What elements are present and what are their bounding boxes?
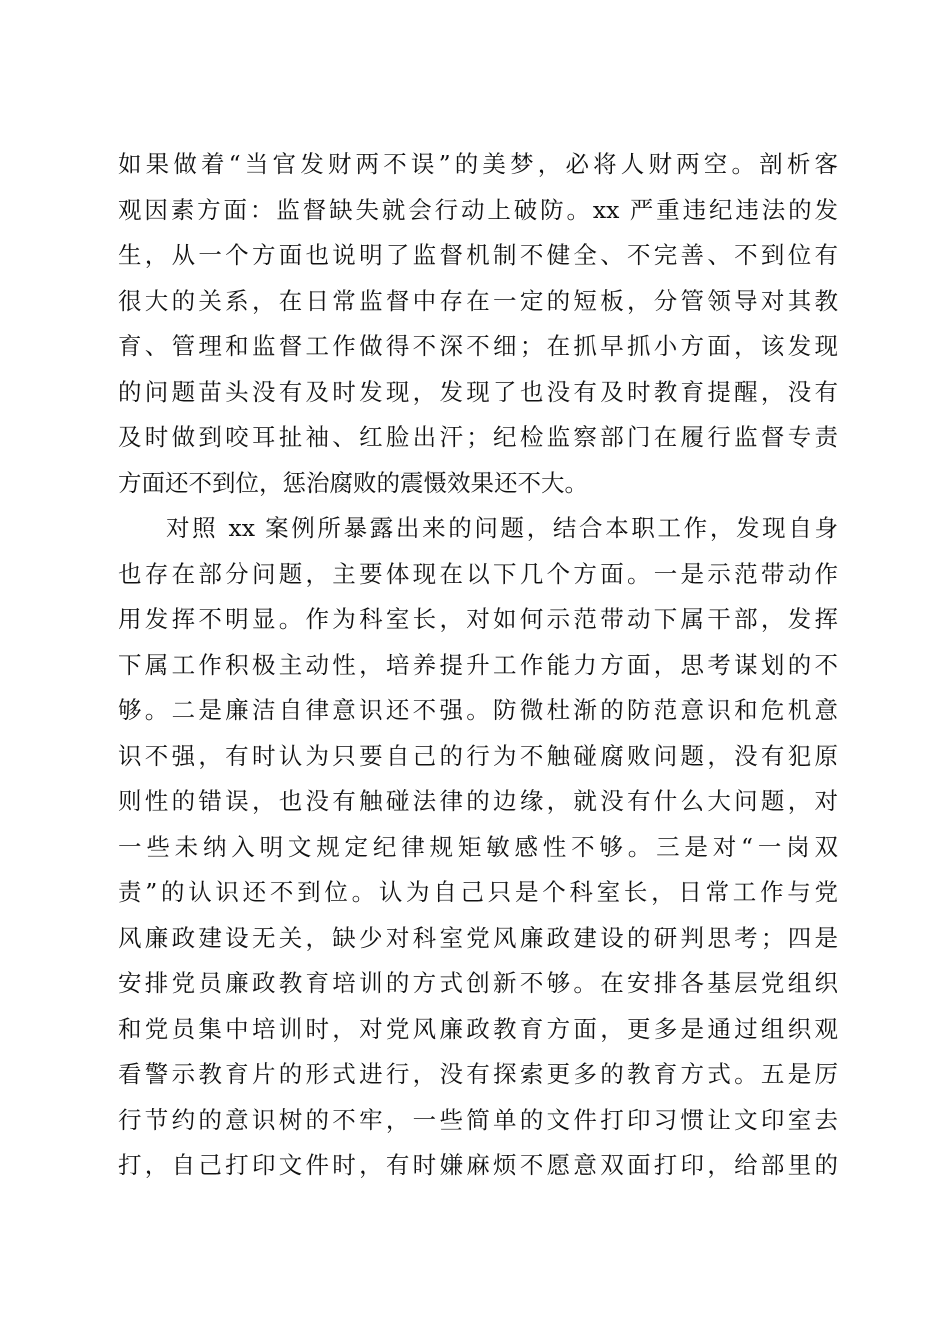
text-line: 很大的关系，在日常监督中存在一定的短板，分管领导对其教 (118, 286, 838, 315)
text-line: 够。二是廉洁自律意识还不强。防微杜渐的防范意识和危机意 (118, 696, 838, 724)
text-line: 对照 xx 案例所暴露出来的问题，结合本职工作，发现自身 (166, 514, 838, 542)
text-line: 下属工作积极主动性，培养提升工作能力方面，思考谋划的不 (118, 650, 838, 679)
text-line: 的问题苗头没有及时发现，发现了也没有及时教育提醒，没有 (118, 377, 838, 406)
text-line: 行节约的意识树的不牢，一些简单的文件打印习惯让文印室去 (118, 1105, 838, 1134)
text-line: 生，从一个方面也说明了监督机制不健全、不完善、不到位有 (118, 241, 838, 269)
text-line: 观因素方面：监督缺失就会行动上破防。xx 严重违纪违法的发 (118, 195, 838, 224)
document-body (118, 142, 838, 1189)
text-line: 识不强，有时认为只要自己的行为不触碰腐败问题，没有犯原 (118, 741, 838, 770)
text-line: 和党员集中培训时，对党风廉政教育方面，更多是通过组织观 (118, 1014, 838, 1043)
text-line: 看警示教育片的形式进行，没有探索更多的教育方式。五是厉 (118, 1060, 838, 1088)
text-line: 责”的认识还不到位。认为自己只是个科室长，日常工作与党 (118, 878, 838, 906)
text-line: 打，自己打印文件时，有时嫌麻烦不愿意双面打印，给部里的 (118, 1151, 838, 1179)
text-line: 育、管理和监督工作做得不深不细；在抓早抓小方面，该发现 (118, 332, 838, 360)
paragraph-2 (118, 506, 838, 1189)
paragraph-1 (118, 142, 838, 506)
text-line: 如果做着“当官发财两不误”的美梦，必将人财两空。剖析客 (118, 150, 838, 178)
text-line: 及时做到咬耳扯袖、红脸出汗；纪检监察部门在履行监督专责 (118, 423, 838, 451)
text-line: 也存在部分问题，主要体现在以下几个方面。一是示范带动作 (118, 559, 838, 588)
text-line: 用发挥不明显。作为科室长，对如何示范带动下属干部，发挥 (118, 605, 838, 633)
text-line: 风廉政建设无关，缺少对科室党风廉政建设的研判思考；四是 (118, 923, 838, 952)
text-line: 则性的错误，也没有触碰法律的边缘，就没有什么大问题，对 (118, 787, 838, 815)
text-line: 安排党员廉政教育培训的方式创新不够。在安排各基层党组织 (118, 969, 838, 997)
text-line: 方面还不到位，惩治腐败的震慑效果还不大。 (118, 468, 588, 497)
text-line: 一些未纳入明文规定纪律规矩敏感性不够。三是对“一岗双 (118, 832, 838, 861)
